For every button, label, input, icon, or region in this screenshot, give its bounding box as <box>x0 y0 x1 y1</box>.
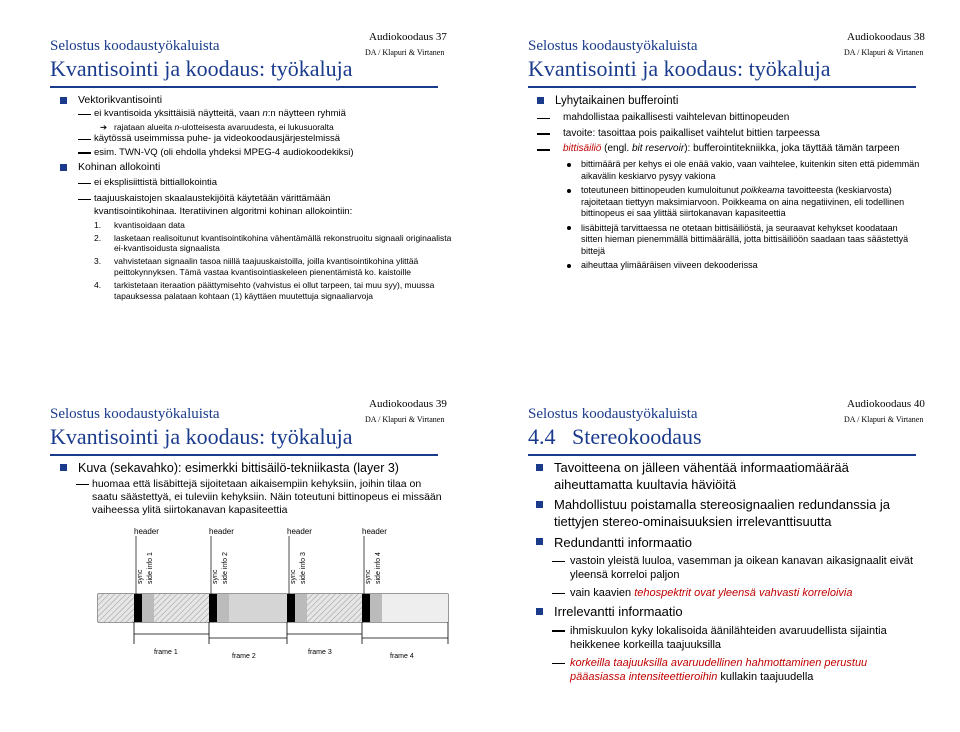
dash-icon <box>537 149 550 150</box>
numbered-item: 3. vahvistetaan signaalin tasoa niillä taajuuskaistoilla, joilla kvantisointikohina ylittää peittokynnyksen. Tämä vastaa kvantisointiaskeleen pienentämistä ko. kaistoille <box>94 256 419 278</box>
dash-icon <box>78 199 91 200</box>
slide-number: Audiokoodaus 39 <box>369 398 447 410</box>
dot-bullet-icon <box>567 226 571 230</box>
bullet: Lyhytaikainen bufferointi <box>535 94 920 109</box>
side-info-label: side info 4 <box>375 552 382 584</box>
sub-bullet: bittisäiliö (engl. bit reservoir): bufferointitekniikka, joka täyttää tämän tarpeen <box>535 143 920 156</box>
numbered-item: 4. tarkistetaan iteraation päättymisehto (vahvistus ei ollut tarpeen, tai muu syy), muussa tapauksessa palataan kohtaan (1) käyttäen muutettuja signaaliarvoja <box>94 280 435 301</box>
slide-title: 4.4 Stereokoodaus <box>528 424 702 449</box>
side-info-label: side info 1 <box>147 552 154 584</box>
dash-icon <box>78 139 91 140</box>
slide-40 <box>480 366 960 732</box>
square-bullet-icon <box>60 97 67 104</box>
title-rule <box>50 86 438 88</box>
slide-37 <box>0 0 480 366</box>
title-rule <box>528 86 916 88</box>
square-bullet-icon <box>536 608 543 615</box>
bullet: Vektorikvantisointi <box>58 94 453 107</box>
dash-icon <box>552 630 565 631</box>
sub-bullet: mahdollistaa paikallisesti vaihtelevan bittinopeuden <box>535 112 920 125</box>
sub-bullet: ei eksplisiittistä bittiallokointia <box>58 177 453 189</box>
dash-icon <box>552 593 565 594</box>
numbered-item: 1. kvantisoidaan data <box>94 219 185 230</box>
slide-number: Audiokoodaus 40 <box>847 398 925 410</box>
dash-icon <box>78 152 91 153</box>
sub-bullet: tavoite: tasoittaa pois paikalliset vaihtelut bittien tarpeessa <box>535 128 920 141</box>
slide-body <box>535 94 920 272</box>
slide-author: DA / Klapuri & Virtanen <box>844 48 924 57</box>
slide-subtitle: Selostus koodaustyökaluista <box>528 406 698 422</box>
slide-title: Kvantisointi ja koodaus: työkaluja <box>50 424 353 449</box>
slide-author: DA / Klapuri & Virtanen <box>365 48 445 57</box>
sub-bullet: korkeilla taajuuksilla avaruudellinen hahmottaminen perustuu pääasiassa intensiteettieroihin kullakin taajuudella <box>534 656 916 684</box>
header-label: header <box>287 527 312 536</box>
square-bullet-icon <box>60 164 67 171</box>
numbered-item: 2. lasketaan realisoitunut kvantisointikohina vähentämällä rekonstruoitu signaali originaalista ei-kvantisoidusta signaalista <box>94 232 452 254</box>
sync-label: sync <box>290 569 297 584</box>
dot-bullet: bittimäärä per kehys ei ole enää vakio, vaan vaihtelee, kuitenkin siten että pidemmän aikavälin keskiarvo pysyy vakiona <box>535 159 920 182</box>
dash-icon <box>78 114 91 115</box>
side-info-label: side info 3 <box>300 552 307 584</box>
frame-label: frame 4 <box>390 653 414 660</box>
dot-bullet: lisäbittejä tarvittaessa ne otetaan bittisäiliöstä, ja seuraavat kehykset koodataan sitten hieman pienemmällä bittimäärällä, jotta bittisäiliöön saadaan taas säästettyä bittejä <box>535 223 920 258</box>
title-rule <box>50 454 438 456</box>
slide-author: DA / Klapuri & Virtanen <box>365 415 445 424</box>
slide-number: Audiokoodaus 37 <box>369 31 447 43</box>
sub-bullet: taajuuskaistojen skaalaustekijöitä käytetään värittämään kvantisointikohinaa. Iteratiivinen algoritmi kohinan allokointiin: <box>58 193 453 217</box>
dot-bullet-icon <box>567 189 571 193</box>
sub-bullet: ei kvantisoida yksittäisiä näytteitä, vaan n:n näytteen ryhmiä <box>58 108 453 120</box>
slide-body <box>58 460 448 517</box>
dash-icon <box>78 183 91 184</box>
sync-label: sync <box>212 569 219 584</box>
dot-bullet: aiheuttaa ylimääräisen viiveen dekooderissa <box>535 260 920 272</box>
sub-bullet: vastoin yleistä luuloa, vasemman ja oikean kanavan aikasignaalit eivät yleensä korreloi paljon <box>534 554 916 582</box>
bullet: Irrelevantti informaatio <box>534 604 916 621</box>
bullet: Kuva (sekavahko): esimerkki bittisäilö-tekniikasta (layer 3) <box>58 460 448 476</box>
slide-body <box>58 94 453 302</box>
bullet: Kohinan allokointi <box>58 161 453 174</box>
bullet: Tavoitteena on jälleen vähentää informaatiomäärää aiheuttamatta kuultavia häviöitä <box>534 460 916 493</box>
square-bullet-icon <box>536 464 543 471</box>
sub-bullet: käytössä useimmissa puhe- ja videokoodausjärjestelmissä <box>58 133 453 145</box>
arrow-right-icon: ➔ <box>100 121 108 132</box>
arrow-bullet: ➔ rajataan alueita n-ulotteisesta avaruudesta, ei lukusuoralta <box>100 121 334 132</box>
bullet: Mahdollistuu poistamalla stereosignaalien redundanssia ja tiettyjen stereo-ominaisuuksien irrelevanttisuutta <box>534 497 916 530</box>
slide-subtitle: Selostus koodaustyökaluista <box>50 38 220 54</box>
dash-icon <box>76 484 89 485</box>
sub-bullet: huomaa että lisäbittejä sijoitetaan aikaisempiin kehyksiin, joihin tilaa on saatu säästettyä, ei tuleviin kehyksiin. Näin toteutuni bittinopeus ei missään vaiheessa ylitä siirtokanavan kapasiteettia <box>58 478 448 517</box>
sub-bullet: ihmiskuulon kyky lokalisoida äänilähteiden avaruudellista sijaintia heikkenee korkeilla taajuuksilla <box>534 624 916 652</box>
dash-icon <box>552 561 565 562</box>
slide-38 <box>480 0 960 366</box>
sub-bullet: vain kaavien tehospektrit ovat yleensä vahvasti korreloivia <box>534 586 916 600</box>
dot-bullet-icon <box>567 163 571 167</box>
square-bullet-icon <box>537 97 544 104</box>
header-label: header <box>134 527 159 536</box>
square-bullet-icon <box>60 464 67 471</box>
dot-bullet: toteutuneen bittinopeuden kumuloitunut poikkeama tavoitteesta (keskiarvosta) rajoitetaan tiettyyn maksimiarvoon. Poikkeama on aina negatiivinen, eli todellinen bittinopeus ei saa ylittää siirtokanavan kapasiteettia <box>535 185 920 220</box>
dash-icon <box>552 663 565 664</box>
dash-icon <box>537 133 550 134</box>
slide-number: Audiokoodaus 38 <box>847 31 925 43</box>
sub-bullet: esim. TWN-VQ (oli ehdolla yhdeksi MPEG-4 audiokoodekiksi) <box>58 147 453 159</box>
frame-label: frame 1 <box>154 649 178 656</box>
sync-label: sync <box>137 569 144 584</box>
slide-title: Kvantisointi ja koodaus: työkaluja <box>50 56 353 81</box>
frame-label: frame 3 <box>308 649 332 656</box>
slide-subtitle: Selostus koodaustyökaluista <box>528 38 698 54</box>
frame-label: frame 2 <box>232 653 256 660</box>
dash-icon <box>537 118 550 119</box>
bullet: Redundantti informaatio <box>534 535 916 552</box>
side-info-label: side info 2 <box>222 552 229 584</box>
square-bullet-icon <box>536 538 543 545</box>
header-label: header <box>209 527 234 536</box>
bit-reservoir-diagram <box>92 526 454 686</box>
sync-label: sync <box>365 569 372 584</box>
slide-title: Kvantisointi ja koodaus: työkaluja <box>528 56 831 81</box>
square-bullet-icon <box>536 501 543 508</box>
slide-subtitle: Selostus koodaustyökaluista <box>50 406 220 422</box>
dot-bullet-icon <box>567 264 571 268</box>
slide-author: DA / Klapuri & Virtanen <box>844 415 924 424</box>
slide-body <box>534 460 916 684</box>
slide-39 <box>0 366 480 732</box>
title-rule <box>528 454 916 456</box>
header-label: header <box>362 527 387 536</box>
